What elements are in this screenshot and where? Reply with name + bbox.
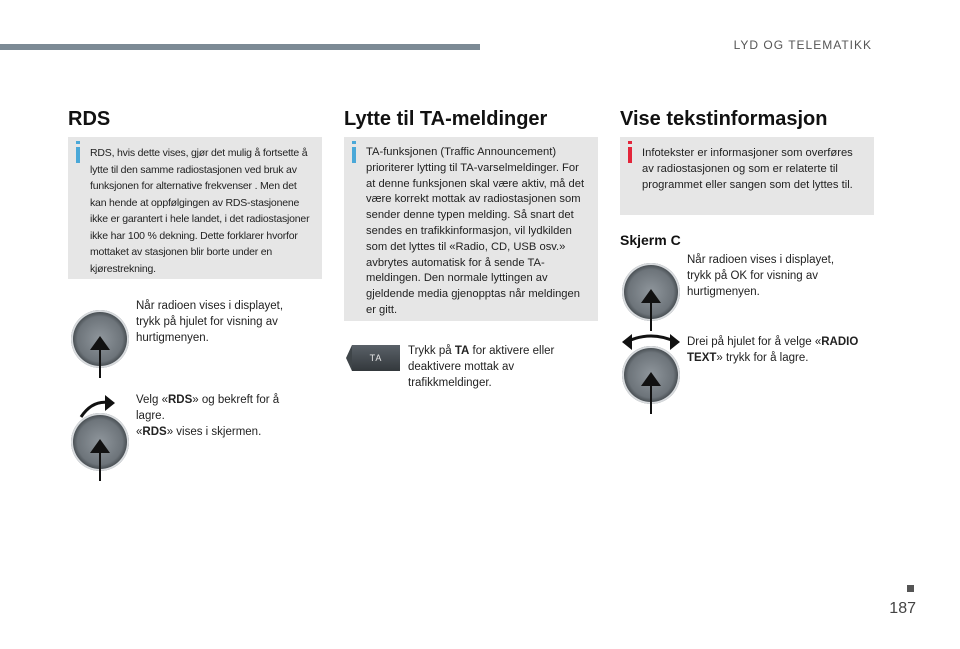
text-info-title: Vise tekstinformasjon: [620, 108, 828, 130]
rds-title: RDS: [68, 108, 111, 130]
page-number: 187: [889, 600, 916, 617]
rds-step2-text: Velg «RDS» og bekreft for å lagre. «RDS» vises i skjermen.: [136, 394, 280, 438]
text-info-warning-box: [620, 137, 874, 215]
rotary-knob-press-icon: [71, 310, 129, 368]
rds-info-box: [68, 137, 322, 279]
rds-step1-text: Når radioen vises i displayet, trykk på hjulet for visning av hurtigmenyen.: [136, 300, 284, 344]
press-arrow-icon: [71, 310, 129, 368]
info-icon: [76, 147, 80, 163]
rotary-knob-rotate-icon: [622, 346, 680, 404]
screen-c-subtitle: Skjerm C: [620, 232, 681, 248]
warning-icon: [628, 147, 632, 163]
rds-info-text: RDS, hvis dette vises, gjør det mulig å fortsette å lytte til den samme radiostasjonen ved bruk av funksjonen for alternative frekvenser . Men det kan hende at oppfølgingen av RDS-stasjonene ikke er garantert i hele landet, i det radiostasjoner ikke har 100 % dekning. Dette forklarer hvorfor mottaket av stasjonen blir borte under en kjørestrekning.: [90, 147, 310, 275]
ta-info-text: TA-funksjonen (Traffic Announcement) prioriterer lytting til TA-varselmeldinger. For at denne funksjonen skal være aktiv, må det være korrekt mottak av radiostasjonen som sender denne typen melding. Så snart det sendes en trafikkinformasjon, vil lydkilden som det lyttes til «Radio, CD, USB osv.» avbrytes automatisk for å sende TA-meldingen. Den normale lyttingen av gjeldende media gjenopptas når meldingen er gitt.: [366, 146, 585, 316]
header-bar: [0, 44, 480, 50]
rotary-knob-turn-press-icon: [71, 413, 129, 471]
screen-c-step1-text: Når radioen vises i displayet, trykk på OK for visning av hurtigmenyen.: [687, 254, 835, 298]
ta-title: Lytte til TA-meldinger: [344, 108, 548, 130]
turn-press-arrow-icon: [71, 413, 129, 471]
screen-c-step2-text: Drei på hjulet for å velge «RADIO TEXT» trykk for å lagre.: [687, 336, 859, 364]
rotary-knob-press-icon: [622, 263, 680, 321]
ta-step-text: Trykk på TA for aktivere eller deaktivere mottak av trafikkmeldinger.: [408, 345, 555, 389]
press-arrow-icon: [622, 263, 680, 321]
info-icon: [352, 147, 356, 163]
ta-button-icon: TA: [352, 345, 400, 371]
rotate-arrows-icon: [622, 346, 680, 404]
page-marker: [907, 585, 914, 592]
ta-info-box: [344, 137, 598, 321]
text-info-warning-text: Infotekster er informasjoner som overføres av radiostasjonen og som er relaterte til programmet eller sangen som det lyttes til.: [642, 147, 853, 191]
section-label: LYD OG TELEMATIKK: [733, 38, 872, 52]
